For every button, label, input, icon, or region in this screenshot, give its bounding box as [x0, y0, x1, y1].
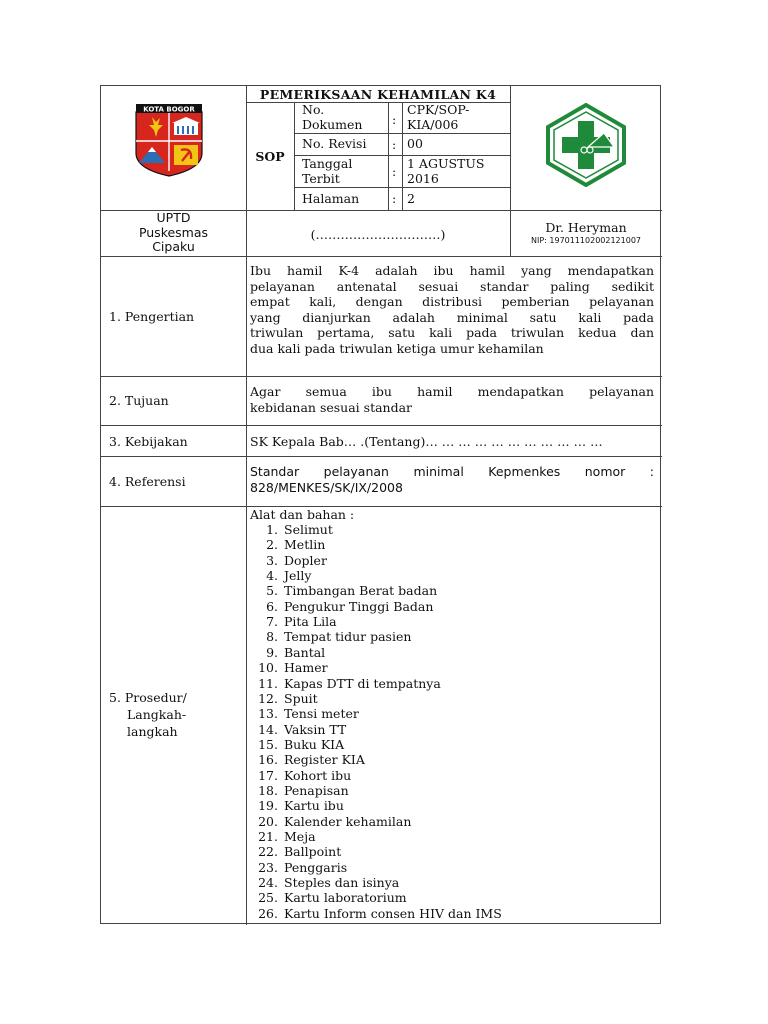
list-item-number: 22. [258, 844, 278, 860]
meta-colon: : [392, 137, 397, 152]
list-item-label: Steples dan isinya [284, 875, 400, 891]
document-title: PEMERIKSAAN KEHAMILAN K4 [259, 87, 497, 102]
list-item [250, 568, 311, 583]
list-item-number: 20. [258, 813, 278, 829]
list-item [250, 829, 316, 844]
list-item [250, 676, 441, 691]
list-item [250, 890, 407, 905]
list-item-label: Metlin [284, 537, 326, 553]
list-item [250, 768, 351, 783]
list-item-label: Kartu ibu [284, 798, 344, 814]
head-name: Dr. Heryman [545, 220, 627, 235]
list-item-number: 19. [258, 798, 278, 814]
list-item-number: 11. [258, 675, 278, 691]
section-label-pengertian: 1. Pengertian [109, 309, 195, 324]
list-item [250, 722, 346, 737]
list-item-label: Buku KIA [284, 736, 345, 752]
meta-value-tanggal-terbit: 1 AGUSTUS 2016 [407, 156, 485, 186]
list-item-label: Kartu laboratorium [284, 890, 407, 906]
list-item-label: Penapisan [284, 782, 349, 798]
list-item-label: Tempat tidur pasien [284, 629, 412, 645]
meta-value-no-revisi: 00 [407, 136, 423, 151]
meta-label-tanggal-terbit: Tanggal Terbit [302, 156, 353, 186]
divider [246, 102, 510, 103]
list-item-label: Ballpoint [284, 844, 342, 860]
kota-bogor-logo [134, 103, 204, 177]
head-nip: NIP: 197011102002121007 [530, 236, 642, 245]
list-item-number: 10. [258, 660, 278, 676]
logo-banner-text: KOTA BOGOR [143, 105, 195, 114]
list-item-number: 4. [266, 568, 278, 584]
divider [101, 456, 662, 457]
list-item [250, 691, 318, 706]
list-item [250, 645, 325, 660]
list-item [250, 522, 333, 537]
list-item [250, 752, 365, 767]
referensi-text: Standar pelayanan minimal Kepmenkes nomor : 828/MENKES/SK/IX/2008 [250, 464, 654, 495]
list-item [250, 860, 347, 875]
meta-colon: : [392, 191, 397, 206]
list-item-label: Kartu Inform consen HIV dan IMS [284, 905, 502, 921]
pengertian-text: Ibu hamil K-4 adalah ibu hamil yang mendapatkan pelayanan antenatal sesuai standar paling sedikit empat kali, dengan distribusi pemberian pelayanan yang dianjurkan adalah minimal satu kali pada triwulan pertama, satu kali pada triwulan kedua dan dua kali pada triwulan ketiga umur kehamilan [250, 263, 654, 356]
list-item-number: 16. [258, 752, 278, 768]
list-item-number: 7. [266, 614, 278, 630]
kebijakan-text: SK Kepala Bab… .(Tentang)… … … … … … … … … … … [250, 434, 603, 449]
list-item-number: 13. [258, 706, 278, 722]
list-item-label: Register KIA [284, 752, 365, 768]
list-item [250, 798, 344, 813]
list-item-label: Dopler [284, 552, 327, 568]
list-item-label: Timbangan Berat badan [284, 583, 438, 599]
tujuan-text: Agar semua ibu hamil mendapatkan pelayanan kebidanan sesuai standar [250, 384, 654, 415]
list-item [250, 599, 433, 614]
list-item-number: 24. [258, 875, 278, 891]
list-item-number: 2. [266, 537, 278, 553]
list-item-number: 12. [258, 690, 278, 706]
list-item-label: Spuit [284, 690, 318, 706]
org-name: UPTD Puskesmas Cipaku [138, 210, 209, 254]
list-item [250, 583, 437, 598]
list-item-label: Selimut [284, 522, 333, 537]
meta-value-halaman: 2 [407, 191, 415, 206]
meta-label-no-revisi: No. Revisi [302, 136, 367, 151]
list-item [250, 553, 327, 568]
list-item-label: Kohort ibu [284, 767, 352, 783]
section-label-tujuan: 2. Tujuan [109, 393, 169, 408]
list-item-label: Meja [284, 829, 316, 844]
list-item [250, 783, 349, 798]
divider [101, 506, 662, 507]
list-item-label: Pita Lila [284, 614, 337, 630]
meta-value-no-dokumen: CPK/SOP- KIA/006 [407, 102, 470, 132]
divider [402, 102, 403, 210]
list-item-number: 8. [266, 629, 278, 645]
list-item-number: 1. [266, 522, 278, 537]
divider [101, 425, 662, 426]
list-item [250, 614, 337, 629]
list-item [250, 814, 411, 829]
list-item [250, 737, 344, 752]
list-item [250, 875, 399, 890]
divider [294, 102, 295, 210]
divider [294, 187, 510, 188]
section-label-referensi: 4. Referensi [109, 474, 186, 489]
prosedur-intro: Alat dan bahan : [250, 507, 355, 522]
divider [101, 256, 662, 257]
sop-label: SOP [255, 149, 285, 164]
section-label-prosedur: 5. Prosedur/ Langkah- langkah [109, 690, 187, 739]
list-item-label: Kapas DTT di tempatnya [284, 675, 441, 691]
divider [388, 102, 389, 210]
signature-placeholder: (…………………………) [310, 227, 446, 242]
list-item [250, 906, 502, 921]
list-item-number: 14. [258, 721, 278, 737]
divider [101, 376, 662, 377]
divider [294, 133, 510, 134]
list-item-label: Hamer [284, 660, 328, 676]
list-item-label: Tensi meter [284, 706, 359, 722]
list-item-number: 5. [266, 583, 278, 599]
list-item-number: 17. [258, 767, 278, 783]
list-item-label: Penggaris [284, 859, 348, 875]
divider [246, 256, 247, 925]
list-item-number: 18. [258, 782, 278, 798]
meta-colon: : [392, 112, 397, 127]
meta-colon: : [392, 164, 397, 179]
section-label-kebijakan: 3. Kebijakan [109, 434, 188, 449]
sop-document [100, 85, 661, 924]
list-item-number: 21. [258, 829, 278, 844]
meta-label-halaman: Halaman [302, 191, 360, 206]
list-item-number: 23. [258, 859, 278, 875]
list-item [250, 537, 325, 552]
puskesmas-logo [544, 103, 628, 187]
list-item-number: 3. [266, 552, 278, 568]
list-item-label: Pengukur Tinggi Badan [284, 598, 434, 614]
list-item-label: Bantal [284, 644, 326, 660]
list-item-label: Vaksin TT [284, 721, 347, 737]
list-item [250, 660, 328, 675]
list-item-number: 26. [258, 905, 278, 921]
list-item [250, 706, 359, 721]
list-item-label: Jelly [284, 568, 312, 584]
list-item [250, 629, 411, 644]
meta-label-no-dokumen: No. Dokumen [302, 102, 363, 132]
list-item-number: 9. [266, 644, 278, 660]
list-item-number: 25. [258, 890, 278, 906]
list-item [250, 844, 341, 859]
list-item-number: 15. [258, 736, 278, 752]
list-item-label: Kalender kehamilan [284, 813, 412, 829]
list-item-number: 6. [266, 598, 278, 614]
